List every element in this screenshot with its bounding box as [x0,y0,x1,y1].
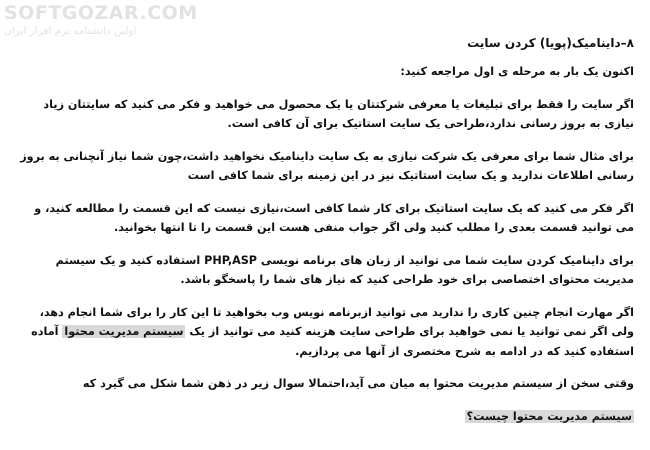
paragraph-intro: اکنون یک بار به مرحله ی اول مراجعه کنید: [400,65,634,78]
watermark-logo [4,2,204,38]
highlighted-question: سیستم مدیریت محتوا چیست؟ [466,409,632,423]
paragraph-skip-section: اگر فکر می کنید که یک سایت استاتیک برای کار شما کافی است،نیازی نیست که این قسمت را مطالعه کنید، و می توانید قسمت بعدی را مطلب کنید ولی اگر جواب منفی هست این قسمت را تا انتها بخوانید. [34,201,634,234]
highlighted-cms-term: سیستم مدیریت محتوا [64,325,184,338]
paragraph-cms-text-end: آماده استفاده کنید که در ادامه به شرح مختصری از آنها می پردازیم. [31,325,634,358]
paragraph-static-site: اگر سایت را فقط برای تبلیغات یا معرفی شرکتتان یا یک محصول می خواهید و فکر می کنید که سایتتان زیاد نیازی به بروز رسانی ندارد،طراحی یک سایت استاتیک برای آن کافی است. [43,97,634,130]
paragraph-programming-languages: برای داینامیک کردن سایت شما می توانید از زبان های برنامه نویسی PHP,ASP استفاده کنید و یک سیستم مدیریت محتوای اختصاصی برای خود طراحی کنید که نیاز های شما را پاسخگو باشد. [55,253,634,286]
paragraph-company-example: برای مثال شما برای معرفی یک شرکت نیازی به یک سایت داینامیک نخواهید داشت،چون شما نیاز آنچنانی به بروز رسانی اطلاعات ندارید و یک سایت استاتیک نیز در این زمینه برای شما کافی است [20,149,634,182]
paragraph-cms-text-start: اگر مهارت انجام چنین کاری را ندارید می توانید ازبرنامه نویس وب بخواهید تا این کار را برای شما انجام دهد، ولی اگر نمی توانید یا نمی خواهید برای طراحی سایت هزینه کنید می توانید از یک [39,305,634,338]
watermark-tagline: اولین دانشنامه نرم افزار ایران [4,25,137,37]
section-heading: ۸–داینامیک(پویا) کردن سایت [467,36,634,50]
question-line [15,407,634,427]
paragraph-question-lead: وقتی سخن از سیستم مدیریت محتوا به میان می آید،احتمالا سوال زیر در ذهن شما شکل می گیرد که [82,377,634,390]
document-body [15,34,634,439]
paragraph-cms-option [15,303,634,362]
watermark-brand: SOFTGOZAR.COM [4,2,198,24]
